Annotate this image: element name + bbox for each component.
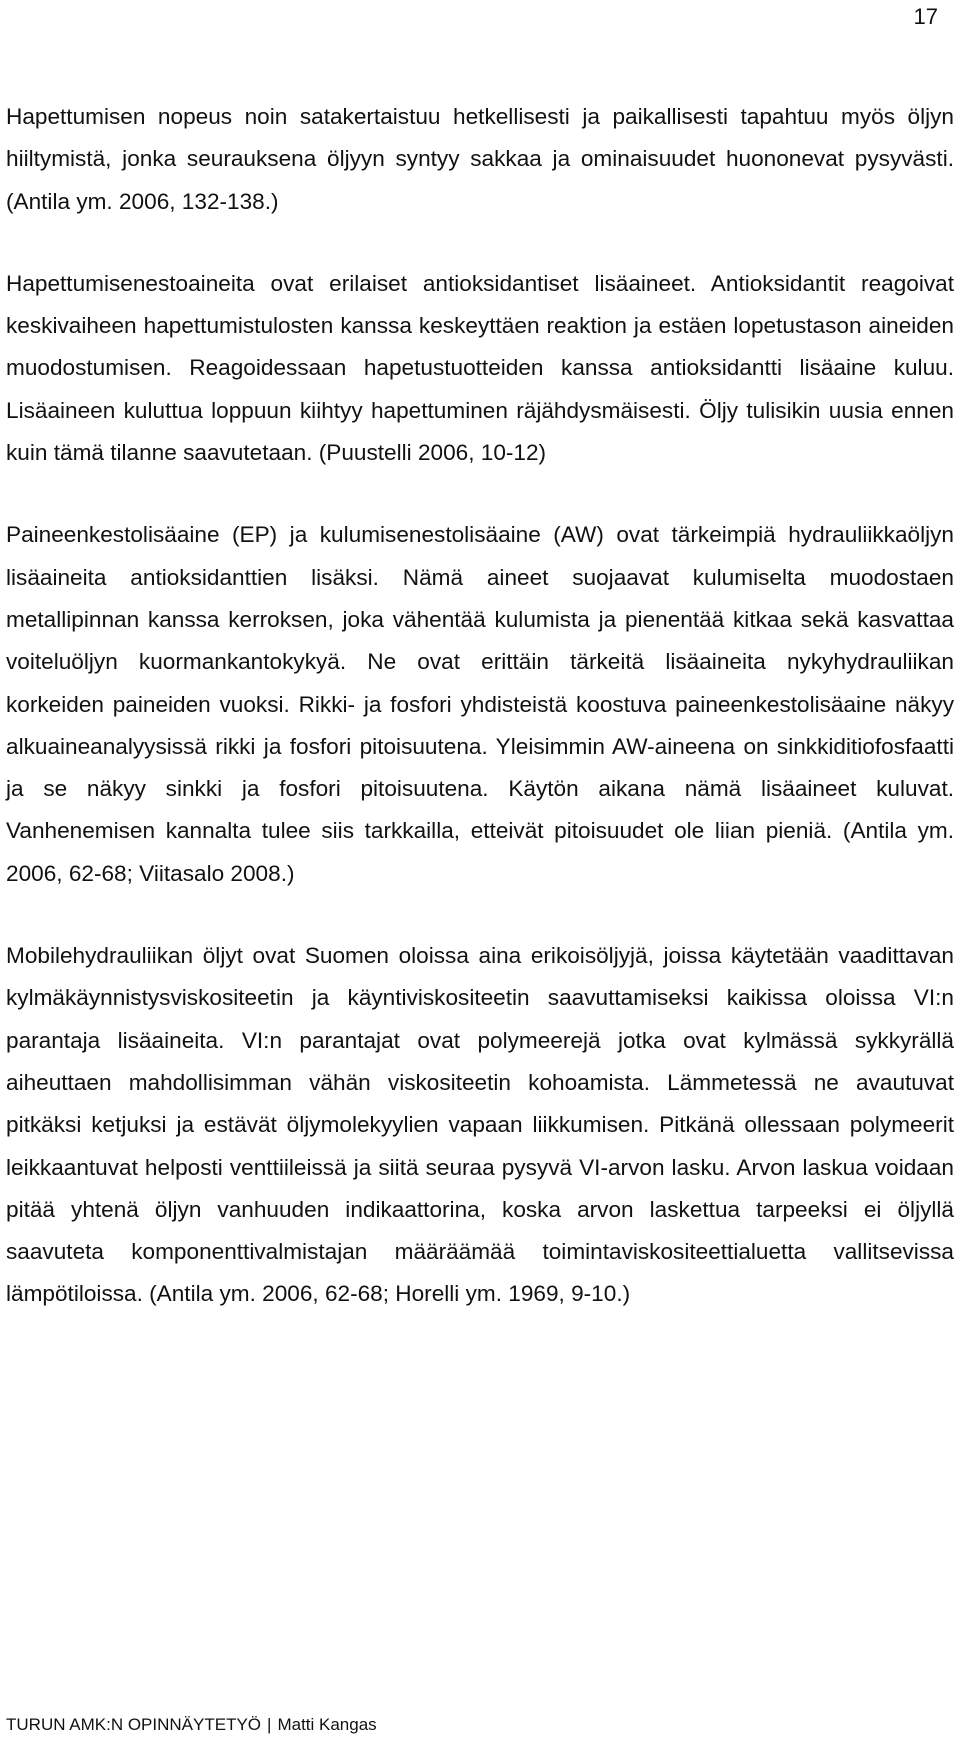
document-body <box>6 96 954 1316</box>
paragraph-vi-improvers: Mobilehydrauliikan öljyt ovat Suomen oloissa aina erikoisöljyjä, joissa käytetään vaadittavan kylmäkäynnistysviskositeetin ja käyntiviskositeetin saavuttamiseksi kaikissa oloissa VI:n parantaja lisäaineita. VI:n parantajat ovat polymeerejä jotka ovat kylmässä sykkyrällä aiheuttaen mahdollisimman vähän viskositeetin kohoamista. Lämmetessä ne avautuvat pitkäksi ketjuksi ja estävät öljymolekyylien vapaan liikkumisen. Pitkänä ollessaan polymeerit leikkaantuvat helposti venttiileissä ja siitä seuraa pysyvä VI-arvon lasku. Arvon laskua voidaan pitää yhtenä öljyn vanhuuden indikaattorina, koska arvon laskettua tarpeeksi ei öljyllä saavuteta komponenttivalmistajan määräämää toimintaviskositeettialuetta vallitsevissa lämpötiloissa. (Antila ym. 2006, 62-68; Horelli ym. 1969, 9-10.) <box>6 943 954 1307</box>
paragraph-oxidation-rate: Hapettumisen nopeus noin satakertaistuu hetkellisesti ja paikallisesti tapahtuu myös öljyn hiiltymistä, jonka seurauksena öljyyn syntyy sakkaa ja ominaisuudet huononevat pysyvästi. (Antila ym. 2006, 132-138.) <box>6 104 954 214</box>
footer-author: Matti Kangas <box>277 1715 377 1734</box>
page-footer <box>6 1716 377 1733</box>
footer-institution: TURUN AMK:N OPINNÄYTETYÖ <box>6 1715 262 1734</box>
page-number: 17 <box>913 4 938 29</box>
paragraph-antioxidants: Hapettumisenestoaineita ovat erilaiset antioksidantiset lisäaineet. Antioksidantit reagoivat keskivaiheen hapettumistulosten kanssa keskeyttäen reaktion ja estäen lopetustason aineiden muodostumisen. Reagoidessaan hapetustuotteiden kanssa antioksidantti lisäaine kuluu. Lisäaineen kuluttua loppuun kiihtyy hapettuminen räjähdysmäisesti. Öljy tulisikin uusia ennen kuin tämä tilanne saavutetaan. (Puustelli 2006, 10-12) <box>6 270 954 466</box>
paragraph-ep-aw-additives: Paineenkestolisäaine (EP) ja kulumisenestolisäaine (AW) ovat tärkeimpiä hydrauliikkaöljyn lisäaineita antioksidanttien lisäksi. Nämä aineet suojaavat kulumiselta muodostaen metallipinnan kanssa kerroksen, joka vähentää kulumista ja pienentää kitkaa sekä kasvattaa voiteluöljyn kuormankantokykyä. Ne ovat erittäin tärkeitä lisäaineita nykyhydrauliikan korkeiden paineiden vuoksi. Rikki- ja fosfori yhdisteistä koostuva paineenkestolisäaine näkyy alkuaineanalyysissä rikki ja fosfori pitoisuutena. Yleisimmin AW-aineena on sinkkiditiofosfaatti ja se näkyy sinkki ja fosfori pitoisuutena. Käytön aikana nämä lisäaineet kuluvat. Vanhenemisen kannalta tulee siis tarkkailla, etteivät pitoisuudet ole liian pieniä. (Antila ym. 2006, 62-68; Viitasalo 2008.) <box>6 522 954 886</box>
footer-separator: | <box>267 1715 272 1734</box>
